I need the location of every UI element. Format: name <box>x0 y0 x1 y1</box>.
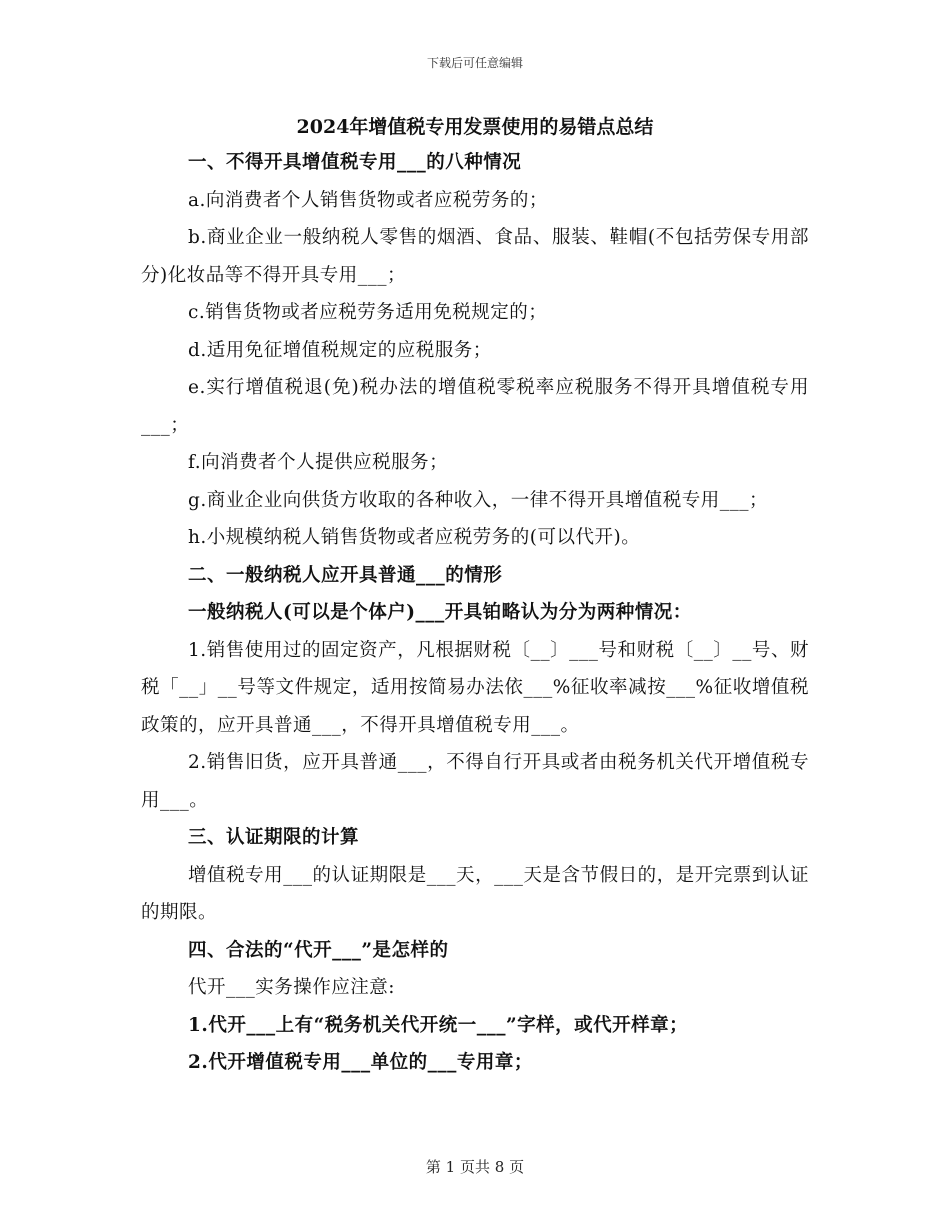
document-title: 2024年增值税专用发票使用的易错点总结 <box>296 116 654 138</box>
paragraph: 代开___实务操作应注意: <box>188 977 395 998</box>
page-number: 第 1 页共 8 页 <box>425 1158 525 1176</box>
bold-list-item: 1.代开___上有“税务机关代开统一___”字样，或代开样章； <box>188 1014 689 1036</box>
document-body <box>141 110 809 1082</box>
bold-list-item: 2.代开增值税专用___单位的___专用章； <box>188 1052 533 1073</box>
paragraph: 增值税专用___的认证期限是___天，___天是含节假日的，是开完票到认证的期限。 <box>141 864 809 923</box>
paragraph: 2.销售旧货，应开具普通___，不得自行开具或者由税务机关代开增值税专用___。 <box>141 752 809 811</box>
paragraph: b.商业企业一般纳税人零售的烟酒、食品、服装、鞋帽(不包括劳保专用部分)化妆品等不得开具专用___； <box>141 227 809 286</box>
section-heading-2: 二、一般纳税人应开具普通___的情形 <box>188 564 503 586</box>
paragraph: a.向消费者个人销售货物或者应税劳务的； <box>188 189 548 211</box>
paragraph: f.向消费者个人提供应税服务； <box>188 452 449 473</box>
paragraph: d.适用免征增值税规定的应税服务； <box>188 339 492 361</box>
paragraph: 1.销售使用过的固定资产，凡根据财税〔__〕___号和财税〔__〕__号、财税「__」__号等文件规定，适用按简易办法依___%征收率减按___%征收增值税政策的，应开具普通___，不得开具增值税专用___。 <box>141 639 809 736</box>
header-note: 下载后可任意编辑 <box>426 56 523 70</box>
section-heading-3: 三、认证期限的计算 <box>188 827 360 848</box>
bold-paragraph: 一般纳税人(可以是个体户)___开具铂略认为分为两种情况： <box>188 602 692 623</box>
section-heading-4: 四、合法的“代开___”是怎样的 <box>188 939 449 961</box>
paragraph: h.小规模纳税人销售货物或者应税劳务的(可以代开)。 <box>188 527 641 548</box>
paragraph: c.销售货物或者应税劳务适用免税规定的； <box>188 302 548 323</box>
paragraph: e.实行增值税退(免)税办法的增值税零税率应税服务不得开具增值税专用___； <box>141 377 809 436</box>
section-heading-1: 一、不得开具增值税专用___的八种情况 <box>188 152 522 173</box>
paragraph: g.商业企业向供货方收取的各种收入，一律不得开具增值税专用___； <box>188 489 768 511</box>
